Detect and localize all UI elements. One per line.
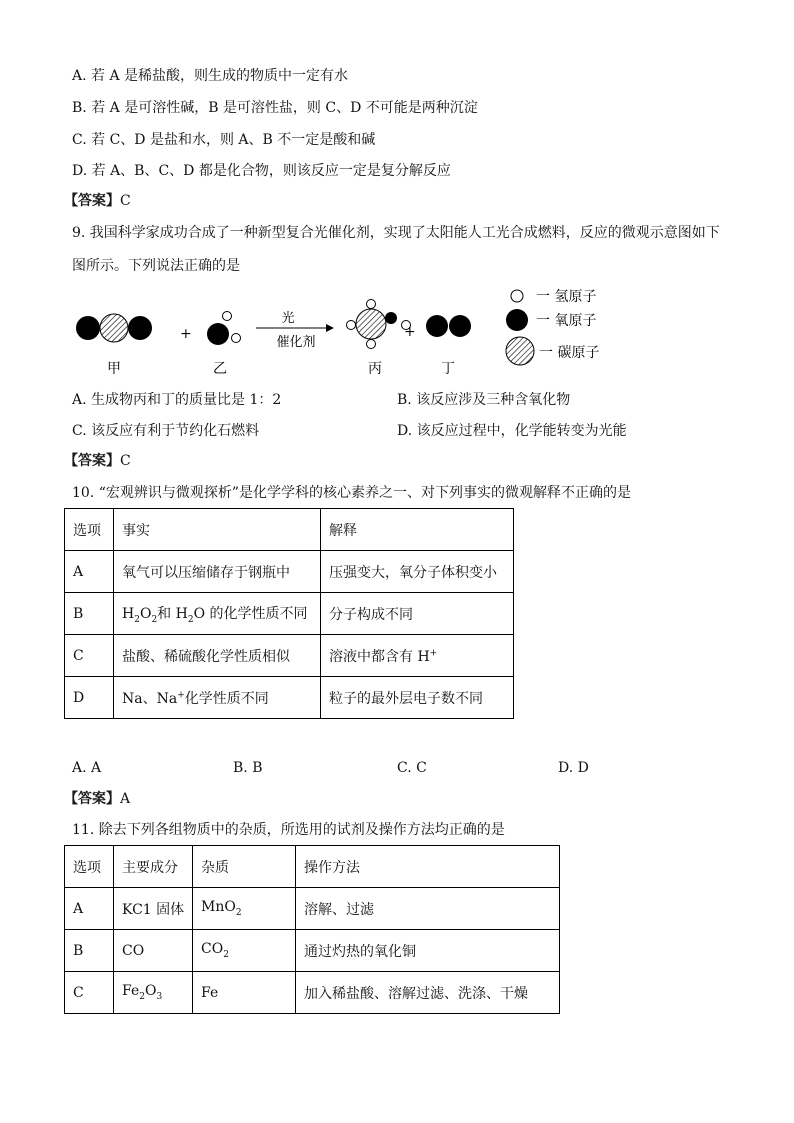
table-header: 杂质 <box>193 846 296 888</box>
q10-answer <box>64 789 130 809</box>
q10-choice-c: C. C <box>397 760 427 776</box>
table-row <box>65 888 560 930</box>
table-cell: B <box>65 593 114 635</box>
legend-oxygen-symbol <box>506 309 528 331</box>
fact-d-text: Na、Na+化学性质不同 <box>122 689 269 707</box>
answer-tag: 【答案】 <box>64 193 120 209</box>
q11-table <box>64 845 560 1014</box>
table-cell: 粒子的最外层电子数不同 <box>321 677 514 719</box>
table-cell: CO <box>114 930 193 972</box>
table-cell: 盐酸、稀硫酸化学性质相似 <box>114 635 321 677</box>
arrow-light-label: 光 <box>281 311 295 326</box>
molecule-ding <box>426 315 471 337</box>
q9-option-d: D. 该反应过程中，化学能转变为光能 <box>397 423 627 439</box>
explain-c-text: 溶液中都含有 H+ <box>329 647 438 665</box>
table-cell <box>321 635 514 677</box>
table-cell: C <box>65 972 114 1014</box>
plus-sign: + <box>180 326 192 342</box>
legend-hydrogen-symbol <box>511 290 523 302</box>
q9-answer <box>64 451 131 471</box>
q9-stem-line2: 图所示。下列说法正确的是 <box>72 258 240 274</box>
table-cell: C <box>65 635 114 677</box>
table-header: 操作方法 <box>296 846 560 888</box>
table-header: 选项 <box>65 509 114 551</box>
label-yi: 乙 <box>213 361 227 377</box>
q8-option-d: D. 若 A、B、C、D 都是化合物，则该反应一定是复分解反应 <box>72 163 451 179</box>
fact-b-text: $H_2O_2$和 $H_2O$ 的化学性质不同 <box>122 605 308 625</box>
q11-stem: 11. 除去下列各组物质中的杂质，所选用的试剂及操作方法均正确的是 <box>72 822 505 838</box>
table-cell: 分子构成不同 <box>321 593 514 635</box>
table-header: 事实 <box>114 509 321 551</box>
table-header-row <box>65 846 560 888</box>
table-header-row <box>65 509 514 551</box>
q10-choice-d: D. D <box>558 760 589 776</box>
molecule-bing <box>347 300 411 349</box>
table-cell: MnO$_2$ <box>193 888 296 930</box>
label-jia: 甲 <box>107 361 121 377</box>
q10-stem: 10. “宏观辨识与微观探析”是化学学科的核心素养之一、对下列事实的微观解释不正确的是 <box>72 485 632 501</box>
table-cell: D <box>65 677 114 719</box>
legend-hydrogen: 一 氢原子 <box>536 289 597 305</box>
legend-carbon-symbol <box>506 337 534 365</box>
table-header: 选项 <box>65 846 114 888</box>
legend-oxygen: 一 氧原子 <box>536 313 597 329</box>
table-cell: $Fe_2O_3$ <box>114 972 193 1014</box>
q9-option-b: B. 该反应涉及三种含氧化物 <box>397 392 571 408</box>
q9-answer-value: C <box>120 453 131 469</box>
q10-answer-value: A <box>120 791 131 807</box>
q10-table <box>64 508 514 719</box>
molecule-yi <box>207 312 241 346</box>
q9-stem-line1: 9. 我国科学家成功合成了一种新型复合光催化剂，实现了太阳能人工光合成燃料，反应的微观示意图如下 <box>72 225 720 241</box>
table-row <box>65 551 514 593</box>
plus-sign-2: + <box>404 324 416 340</box>
reaction-diagram <box>60 280 620 380</box>
table-row <box>65 677 514 719</box>
q8-option-b: B. 若 A 是可溶性碱，B 是可溶性盐，则 C、D 不可能是两种沉淀 <box>72 100 478 116</box>
table-cell: 氧气可以压缩储存于钢瓶中 <box>114 551 321 593</box>
table-row <box>65 972 560 1014</box>
table-cell: 通过灼热的氧化铜 <box>296 930 560 972</box>
table-row <box>65 593 514 635</box>
table-header: 解释 <box>321 509 514 551</box>
table-cell: Fe <box>193 972 296 1014</box>
table-cell: 压强变大，氧分子体积变小 <box>321 551 514 593</box>
table-cell <box>114 677 321 719</box>
table-cell: A <box>65 888 114 930</box>
molecule-jia <box>76 314 152 342</box>
table-row <box>65 635 514 677</box>
label-bing: 丙 <box>368 361 382 377</box>
q10-choice-a: A. A <box>72 760 102 776</box>
table-cell: A <box>65 551 114 593</box>
table-cell: 加入稀盐酸、溶解过滤、洗涤、干燥 <box>296 972 560 1014</box>
q9-option-a: A. 生成物丙和丁的质量比是 1：2 <box>72 392 282 408</box>
legend-carbon: 一 碳原子 <box>539 345 600 361</box>
table-cell: B <box>65 930 114 972</box>
table-cell: 溶解、过滤 <box>296 888 560 930</box>
q10-choice-b: B. B <box>233 760 263 776</box>
q8-answer-value: C <box>120 193 131 209</box>
label-ding: 丁 <box>441 361 455 377</box>
q8-option-a: A. 若 A 是稀盐酸，则生成的物质中一定有水 <box>72 68 349 84</box>
table-cell: $CO_2$ <box>193 930 296 972</box>
q9-option-c: C. 该反应有利于节约化石燃料 <box>72 423 260 439</box>
table-header: 主要成分 <box>114 846 193 888</box>
q8-answer <box>64 191 131 211</box>
table-row <box>65 930 560 972</box>
q8-option-c: C. 若 C、D 是盐和水，则 A、B 不一定是酸和碱 <box>72 132 376 148</box>
arrow-catalyst-label: 催化剂 <box>276 335 316 350</box>
table-cell <box>114 593 321 635</box>
answer-tag: 【答案】 <box>64 453 120 469</box>
table-cell: KC1 固体 <box>114 888 193 930</box>
reaction-arrowhead <box>326 324 334 332</box>
answer-tag: 【答案】 <box>64 791 120 807</box>
